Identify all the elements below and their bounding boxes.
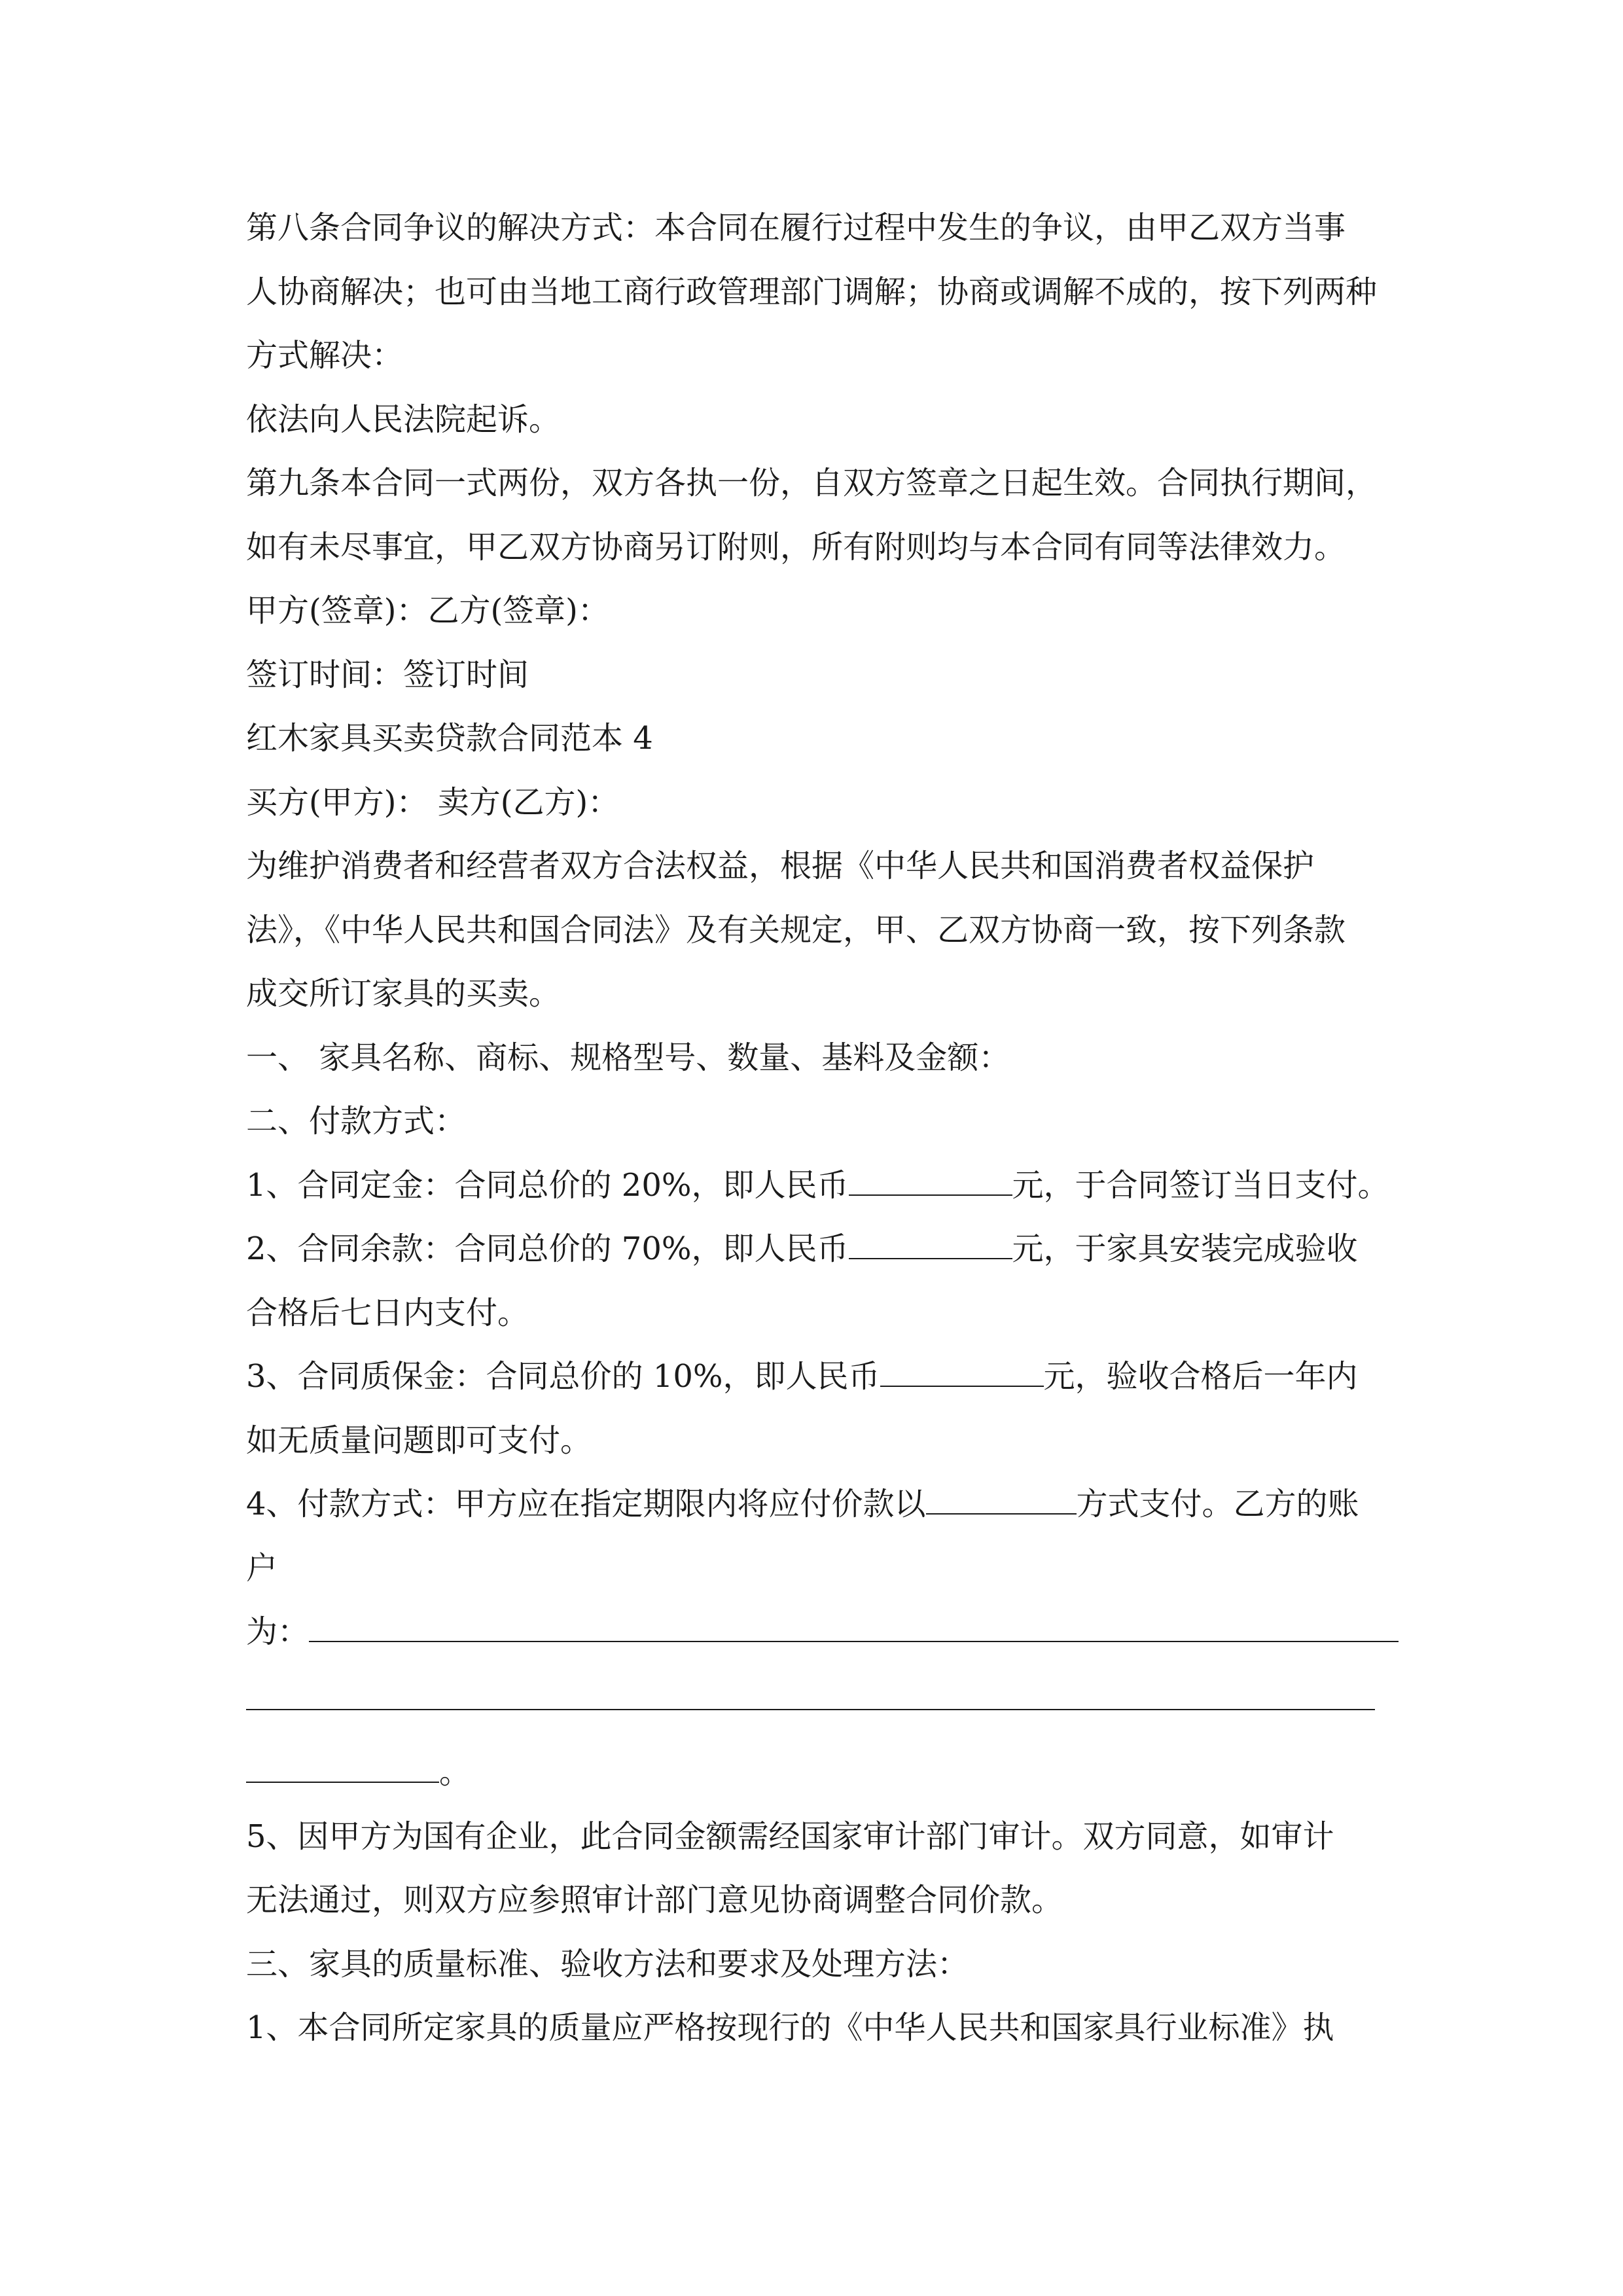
account-end: 。 [439, 1754, 471, 1791]
payment-1-text: 1、合同定金：合同总价的 20%，即人民币 [246, 1166, 849, 1204]
intro-line2: 法》，《中华人民共和国合同法》及有关规定，甲、乙双方协商一致，按下列条款 [246, 911, 1346, 948]
account-line-3 [246, 1741, 1382, 1805]
parties-line: 买方(甲方)： 卖方(乙方)： [246, 783, 620, 821]
payment-item-3-cont: 如无质量问题即可支付。 [246, 1422, 592, 1459]
article8-line3: 方式解决： [246, 337, 404, 374]
account-line [246, 1600, 1382, 1664]
amount-blank-2 [849, 1227, 1012, 1259]
account-blank-3 [246, 1750, 439, 1783]
method-blank [926, 1482, 1077, 1515]
payment-item-1 [246, 1154, 1389, 1218]
payment-item-2 [246, 1217, 1382, 1282]
section1-heading: 一、 家具名称、商标、规格型号、数量、基料及金额： [246, 1039, 1010, 1076]
sign-time-line: 签订时间：签订时间 [246, 656, 529, 693]
article8-line2: 人协商解决；也可由当地工商行政管理部门调解；协商或调解不成的，按下列两种 [246, 273, 1378, 310]
payment-2-suffix: 元，于家具安装完成验收 [1012, 1230, 1358, 1267]
amount-blank-3 [880, 1354, 1044, 1387]
article9-line2: 如有未尽事宜，甲乙双方协商另订附则，所有附则均与本合同有同等法律效力。 [246, 528, 1346, 565]
amount-blank-1 [849, 1163, 1012, 1196]
payment-4-text: 4、付款方式：甲方应在指定期限内将应付价款以 [246, 1486, 926, 1522]
section2-heading: 二、付款方式： [246, 1103, 467, 1139]
payment-3-suffix: 元，验收合格后一年内 [1043, 1358, 1358, 1395]
account-label: 为： [246, 1613, 310, 1650]
quality-item-1: 1、本合同所定家具的质量应严格按现行的《中华人民共和国家具行业标准》执 [246, 2009, 1334, 2046]
payment-item-4-cont: 户 [246, 1549, 278, 1587]
section3-heading: 三、家具的质量标准、验收方法和要求及处理方法： [246, 1945, 969, 1982]
intro-line3: 成交所订家具的买卖。 [246, 975, 561, 1012]
account-blank-1 [309, 1609, 1399, 1642]
article9-line1: 第九条本合同一式两份，双方各执一份，自双方签章之日起生效。合同执行期间， [246, 465, 1378, 501]
payment-3-text: 3、合同质保金：合同总价的 10%，即人民币 [246, 1358, 880, 1395]
template-title: 红木家具买卖贷款合同范本 4 [246, 720, 653, 757]
payment-item-2-cont: 合格后七日内支付。 [246, 1294, 529, 1331]
signature-line: 甲方(签章)：乙方(签章)： [246, 592, 609, 629]
account-blank-2 [246, 1677, 1375, 1710]
payment-item-3 [246, 1345, 1382, 1409]
payment-item-5-line1: 5、因甲方为国有企业，此合同金额需经国家审计部门审计。双方同意，如审计 [246, 1818, 1334, 1855]
account-line-2 [246, 1677, 1382, 1742]
intro-line1: 为维护消费者和经营者双方合法权益，根据《中华人民共和国消费者权益保护 [246, 848, 1315, 884]
payment-1-suffix: 元，于合同签订当日支付。 [1012, 1166, 1389, 1204]
payment-2-text: 2、合同余款：合同总价的 70%，即人民币 [246, 1230, 849, 1267]
contract-body [246, 196, 1389, 2060]
payment-4-suffix: 方式支付。乙方的账 [1076, 1486, 1359, 1522]
article8-line4: 依法向人民法院起诉。 [246, 401, 561, 438]
payment-item-4 [246, 1473, 1382, 1537]
article8-line1: 第八条合同争议的解决方式：本合同在履行过程中发生的争议，由甲乙双方当事 [246, 209, 1346, 246]
payment-item-5-line2: 无法通过，则双方应参照审计部门意见协商调整合同价款。 [246, 1882, 1063, 1918]
